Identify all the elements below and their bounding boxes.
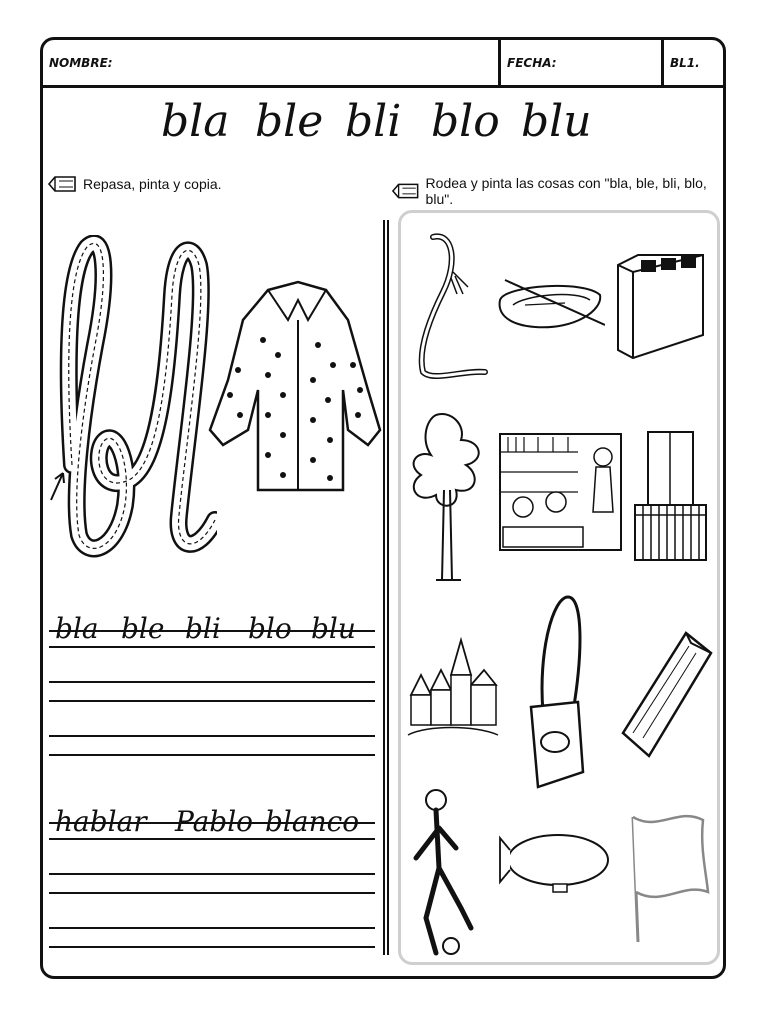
pencil-icon [47,175,77,193]
title-syllable: bla [161,96,230,147]
flag-icon[interactable] [628,812,713,947]
left-instruction [47,175,222,193]
copy-word: Pablo [175,805,254,838]
pencil-icon [391,182,420,200]
writing-line[interactable] [49,822,375,824]
writing-line[interactable] [49,754,375,756]
title-syllable: bli [345,96,402,147]
handbag-icon[interactable] [523,592,593,792]
tree-icon[interactable] [406,410,491,585]
copy-syllable: bli [185,612,221,645]
title-syllable: ble [255,96,324,147]
soccer-player-icon[interactable] [411,788,481,958]
library-icon[interactable] [498,432,623,552]
writing-line[interactable] [49,700,375,702]
copy-word: blanco [265,805,360,838]
title-syllable: blo [431,96,500,147]
title-syllable: blu [521,96,592,147]
right-instruction [391,175,723,207]
cinder-block-icon[interactable] [613,250,708,360]
copy-syllable: blo [248,612,292,645]
date-label: FECHA: [507,56,557,70]
column-divider [383,220,389,955]
name-field[interactable] [43,40,498,85]
town-icon[interactable] [406,635,501,745]
writing-line[interactable] [49,873,375,875]
copy-syllable: blu [311,612,356,645]
name-label: NOMBRE: [49,56,113,70]
copy-syllable: bla [55,612,99,645]
writing-line[interactable] [49,892,375,894]
copy-syllable: ble [121,612,165,645]
writing-line[interactable] [49,838,375,840]
left-instruction-text: Repasa, pinta y copia. [83,176,222,192]
balcony-icon[interactable] [633,430,708,565]
writing-line[interactable] [49,927,375,929]
right-instruction-text: Rodea y pinta las cosas con "bla, ble, bli, blo, blu". [425,175,707,207]
writing-line[interactable] [49,646,375,648]
writing-line[interactable] [49,946,375,948]
boat-icon[interactable] [495,275,605,335]
header-bar [43,40,723,88]
trace-letters-bl[interactable] [47,235,217,565]
copy-word: hablar [55,805,147,838]
worksheet [40,37,726,979]
code-field [661,40,723,85]
date-field[interactable] [498,40,661,85]
writing-line[interactable] [49,735,375,737]
writing-line[interactable] [49,630,375,632]
start-arrow-icon [51,473,64,500]
wooden-plank-icon[interactable] [621,628,713,758]
worksheet-code: BL1. [670,56,700,70]
lasso-icon[interactable] [413,232,493,382]
writing-line[interactable] [49,681,375,683]
blimp-icon[interactable] [498,830,613,900]
jacket-picture[interactable] [208,280,383,495]
